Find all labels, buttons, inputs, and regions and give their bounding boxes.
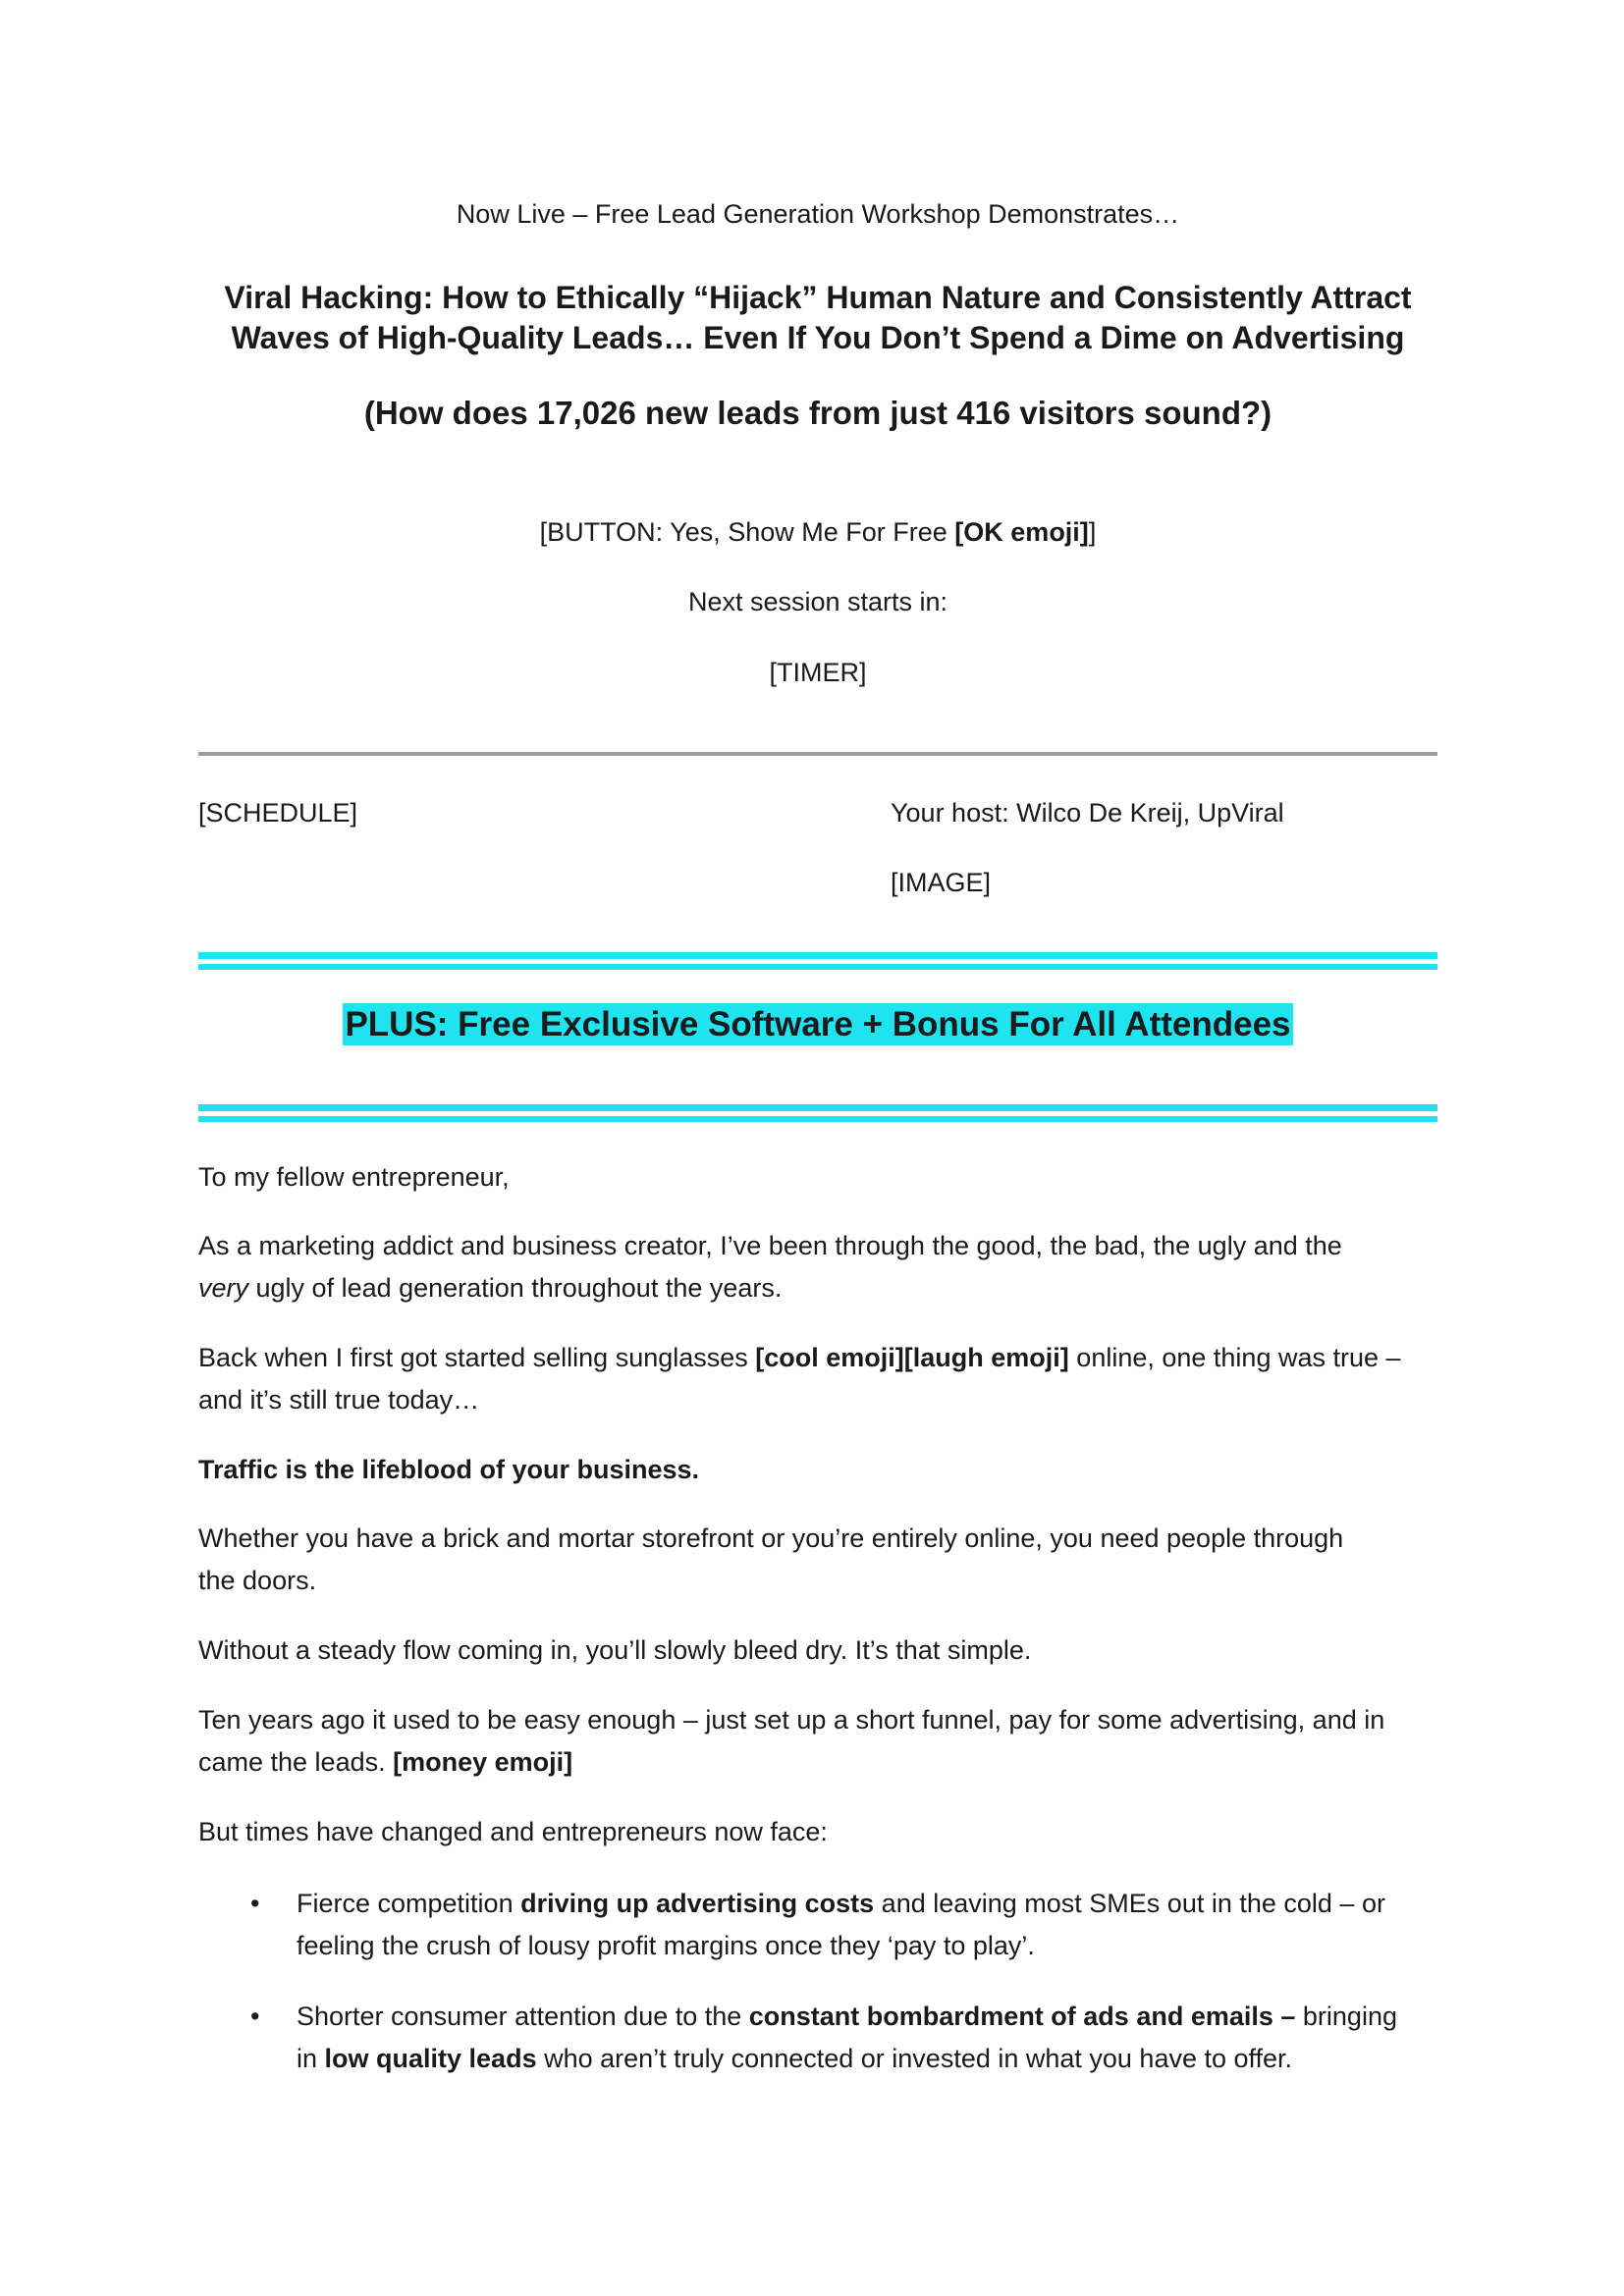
paragraph-sunglasses [198,1337,1437,1421]
list-item-text [297,1996,1437,2080]
headline-line-2: Waves of High-Quality Leads… Even If You Don’t Spend a Dime on Advertising [231,320,1405,355]
headline-line-1: Viral Hacking: How to Ethically “Hijack” Human Nature and Consistently Attract [224,280,1412,315]
paragraph-line: Shorter consumer attention due to the constant bombardment of ads and emails – bringing [297,2002,1397,2031]
cyan-double-rule-top [198,952,1437,974]
paragraph-ten-years-ago [198,1699,1437,1784]
paragraph-line: As a marketing addict and business creator, I’ve been through the good, the bad, the ugly and the [198,1231,1342,1260]
paragraph-line: Back when I first got started selling sunglasses [cool emoji][laugh emoji] online, one thing was true – [198,1343,1401,1372]
emoji-placeholder: [cool emoji][laugh emoji] [755,1343,1069,1372]
paragraph-traffic-lifeblood [198,1449,1437,1491]
emoji-placeholder: [money emoji] [393,1747,573,1777]
paragraph-line: Fierce competition driving up advertising costs and leaving most SMEs out in the cold – or [297,1889,1385,1918]
bullet-icon: • [250,2002,260,2031]
paragraph-line: Whether you have a brick and mortar storefront or you’re entirely online, you need people through [198,1523,1344,1553]
paragraph-steady-flow: Without a steady flow coming in, you’ll slowly bleed dry. It’s that simple. [198,1635,1032,1665]
paragraph-line: and it’s still true today… [198,1385,480,1415]
cyan-rule-line [198,1116,1437,1122]
cta-emoji: [OK emoji] [954,517,1089,547]
paragraph-line: very ugly of lead generation throughout the years. [198,1273,783,1303]
schedule-placeholder: [SCHEDULE] [198,798,358,828]
cta-suffix: ] [1088,517,1097,547]
italic-emphasis: very [198,1273,249,1303]
subheadline: (How does 17,026 new leads from just 416 visitors sound?) [363,395,1272,431]
next-session-label: Next session starts in: [687,587,948,616]
list-item-text [297,1883,1437,1967]
greeting-paragraph: To my fellow entrepreneur, [198,1162,510,1192]
paragraph-marketing-addict [198,1225,1437,1309]
cta-button-placeholder [198,517,1437,548]
cyan-rule-line [198,952,1437,959]
host-image-placeholder: [IMAGE] [891,868,992,897]
plus-banner [198,1005,1437,1044]
paragraph-times-changed: But times have changed and entrepreneurs now face: [198,1817,828,1846]
paragraph-line: Ten years ago it used to be easy enough – just set up a short funnel, pay for some advertising, and in [198,1705,1385,1735]
cyan-rule-line [198,964,1437,970]
bullet-icon: • [250,1889,260,1918]
cta-prefix: [BUTTON: Yes, Show Me For Free [539,517,955,547]
kicker-text: Now Live – Free Lead Generation Workshop Demonstrates… [456,199,1180,229]
gray-divider [198,752,1437,756]
paragraph-line: the doors. [198,1566,317,1595]
plus-banner-text: PLUS: Free Exclusive Software + Bonus For All Attendees [345,1005,1291,1043]
headline [198,278,1437,358]
paragraph-line: feeling the crush of lousy profit margins once they ‘pay to play’. [297,1931,1035,1960]
host-label: Your host: Wilco De Kreij, UpViral [891,798,1284,828]
paragraph-brick-and-mortar [198,1518,1437,1602]
bold-statement: Traffic is the lifeblood of your business. [198,1455,700,1484]
timer-placeholder: [TIMER] [769,658,867,687]
cyan-double-rule-bottom [198,1104,1437,1126]
paragraph-line: came the leads. [money emoji] [198,1747,573,1777]
paragraph-line: in low quality leads who aren’t truly connected or invested in what you have to offer. [297,2044,1293,2073]
cyan-rule-line [198,1104,1437,1111]
